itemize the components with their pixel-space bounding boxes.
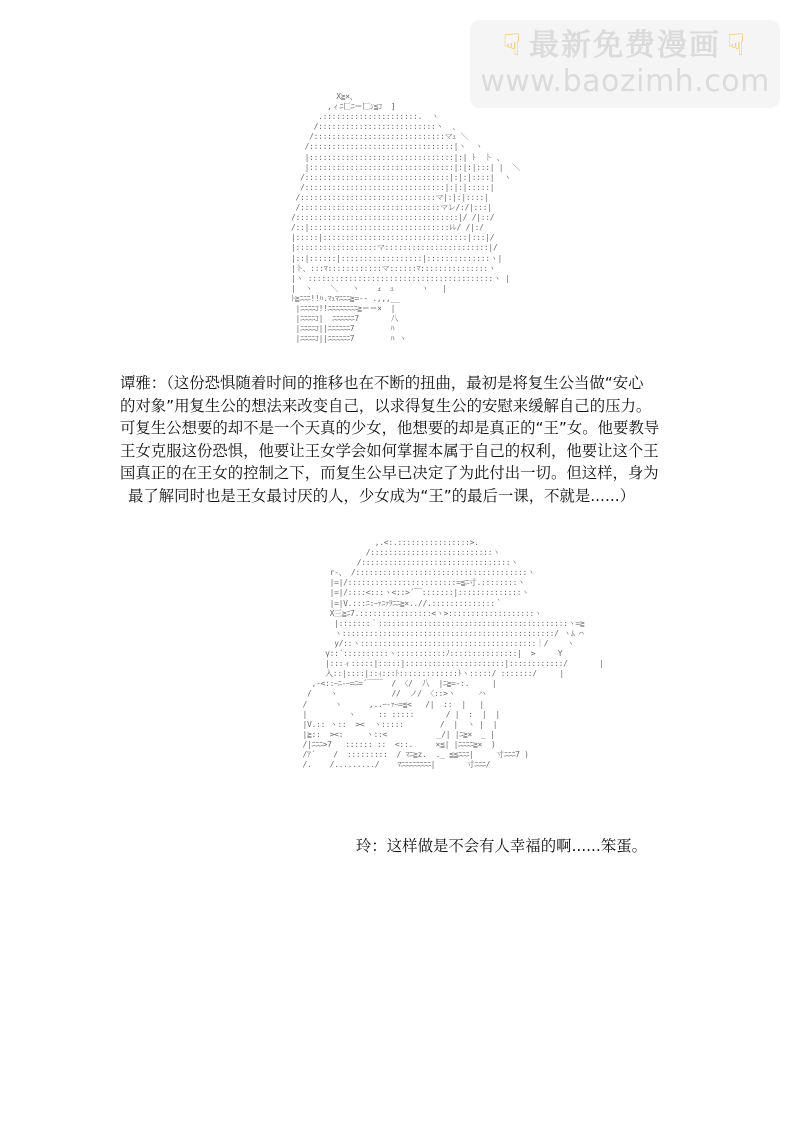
narration-line: 王女克服这份恐惧，他要让王女学会如何掌握本属于自己的权利，他要让这个王	[120, 441, 659, 460]
narration-line: 可复生公想要的却不是一个天真的少女，他想要的却是真正的“王”女。他要教导	[120, 419, 660, 438]
narration-line: 谭雅：（这份恐惧随着时间的推移也在不断的扭曲，最初是将复生公当做“安心	[120, 374, 644, 392]
pointing-hand-icon: ☟	[727, 28, 748, 63]
ascii-art-figure-tanya: X≧×、 ,ィﾆ匚ﾆ＝匚ﾝ≦ｺ ] .:::::::::::::::::::::. ヽ /::::::::::::::::::::::::::ヽ 、 /:::::::::::::::::::::::::::::マｭ ＼ /::::::::::::::::::::::::::::::::|ヽ ヽ |::::::::::::::::::::::::::::::::|:| ﾄ ト 、 |::::::::::::::::::::::::::::::::|:|:|:::| | ＼ /::::::::::::::::::::::::::::::::|:|:|::::| ヽ /:::::::::::::::::::::::::::::::|:|:|:::::| /::::::::::::::::::::::::::::::マ|:|:|::::| /:::::::::::::::::::::::::::::::マレ/:/|:::| /::::::::::::::::::::::::::::::::::::|/ /|::/ /::|:::::::::::::::::::::::::::::::ﾚﾚ/ /|:/ |:::::|::::::::::::::::::::::::::::::::|:::|/ |::::::::::::::::::マ:::::::::::::::::::::::|/ |::|::::::|::::::::::::::::::|::::::::::::::ヽ| |ト、:::ﾏ::::::::::::マ::::::ﾏ:::::::::::::::ヽ |ヽ :::::::::::::::::::::::::::::::::::::::::ヽ | | ヽ ＼ ヽ ｪ ｭ ヽ | ﾄ≧ﾆﾆﾆ!!ﾊ.ﾏｭﾏﾆﾆﾆ≧=-- .,,,__ |ﾆﾆﾆﾆｺ!!ﾆﾆﾆﾆﾆﾆﾆﾆ≧＝＝× | |ﾆﾆﾆﾆｺ| ﾆﾆﾆﾆﾆﾆ7 八 |ﾆﾆﾆﾆｺ||ﾆﾆﾆﾆﾆﾆ7 ﾊ |ﾆﾆﾆﾆｺ||ﾆﾆﾆﾆﾆﾆ7 ﾊ ヽ	[291, 92, 521, 344]
dialogue-line-rei: 玲：这样做是不会有人幸福的啊......笨蛋。	[356, 837, 647, 855]
narration-line: 最了解同时也是王女最讨厌的人，少女成为“王”的最后一课，不就是......）	[128, 486, 636, 505]
watermark-title-row	[503, 28, 748, 64]
ascii-art-figure-rei: ,.<:.::::::::::::::::>. /:::::::::::::::::::::::::::ヽ /:::::::::::::::::::::::::::::::::ヽ r‐、 /::::::::::::::::::::::::::::::::::::::ヽ |=|/::::::::::::::::::::::::=≦ﾆ寸.::::::::ヽ |=|/::::<:::ヽ<::>´￣:::::::|::::::::::::::ヽ |=|V.:::ﾆ:ｰｧﾆｧｦﾆﾆ≧×..//.::::::::::::::｀ X三≧ﾆ7.::::::::::::::::<ヽ>:::::::::::::::::::ヽ |:::::::｀::::::::::::::::::::::::::::::::::::::::::ヽ=≧ ヽ:::::::::::::::::::::::::::::::::::::::::::::::/ ヽﾑ ⌒ y/::ヽ:::::::::::::::::::::::::::::::::::::::｜/ ヽ γ::´::::::::::ヽ:::::::::::ﾉ:::::::::::::::| > Y |:::ィ:::::|:::::|::::::::::::::::::::::|::::::::::::/ | 入::|::::|::ｨ:::ﾄ:::::::::::::ﾄヽ:::::/ :::::::/ | ,‐<::ｰﾆ‐ｰ=ﾆ=´￣￣ / 〈/ 八 |ﾆ≧=‐:. | / ヽ // ノ/ 〈::>ヽ ハ / ヽ ,..ｰ‐ｧｰ=≦< /| :: | | | ヽ :: ::::: / | : | | |V.:: ヽ:: >< ヽ::::: / | ヽ | | |≧:: ><: ヽ::< _/| |ﾆ≧× _ | /|ﾆﾆﾆ>7 :::::: :: <::. ×≦| |ﾆﾆﾆﾆ≧× ) /ｱ´ / ::::::::: / ﾏﾆ≧z. ._ ≦≦ﾆﾆﾆ| 寸ﾆﾆﾆ7 ) /. /........./ ﾏﾆﾆﾆﾆﾆﾆﾆﾆ| 寸ﾆﾆﾆ/	[302, 538, 604, 770]
watermark-url: www.baozimh.com	[480, 64, 770, 99]
pointing-hand-icon: ☟	[502, 28, 523, 63]
narration-line: 国真正的在王女的控制之下，而复生公早已决定了为此付出一切。但这样，身为	[120, 464, 659, 483]
narration-line: 的对象”用复生公的想法来改变自己，以求得复生公的安慰来缓解自己的压力。	[120, 396, 652, 415]
narration-block	[120, 372, 690, 508]
watermark-title: 最新免费漫画	[529, 28, 721, 63]
